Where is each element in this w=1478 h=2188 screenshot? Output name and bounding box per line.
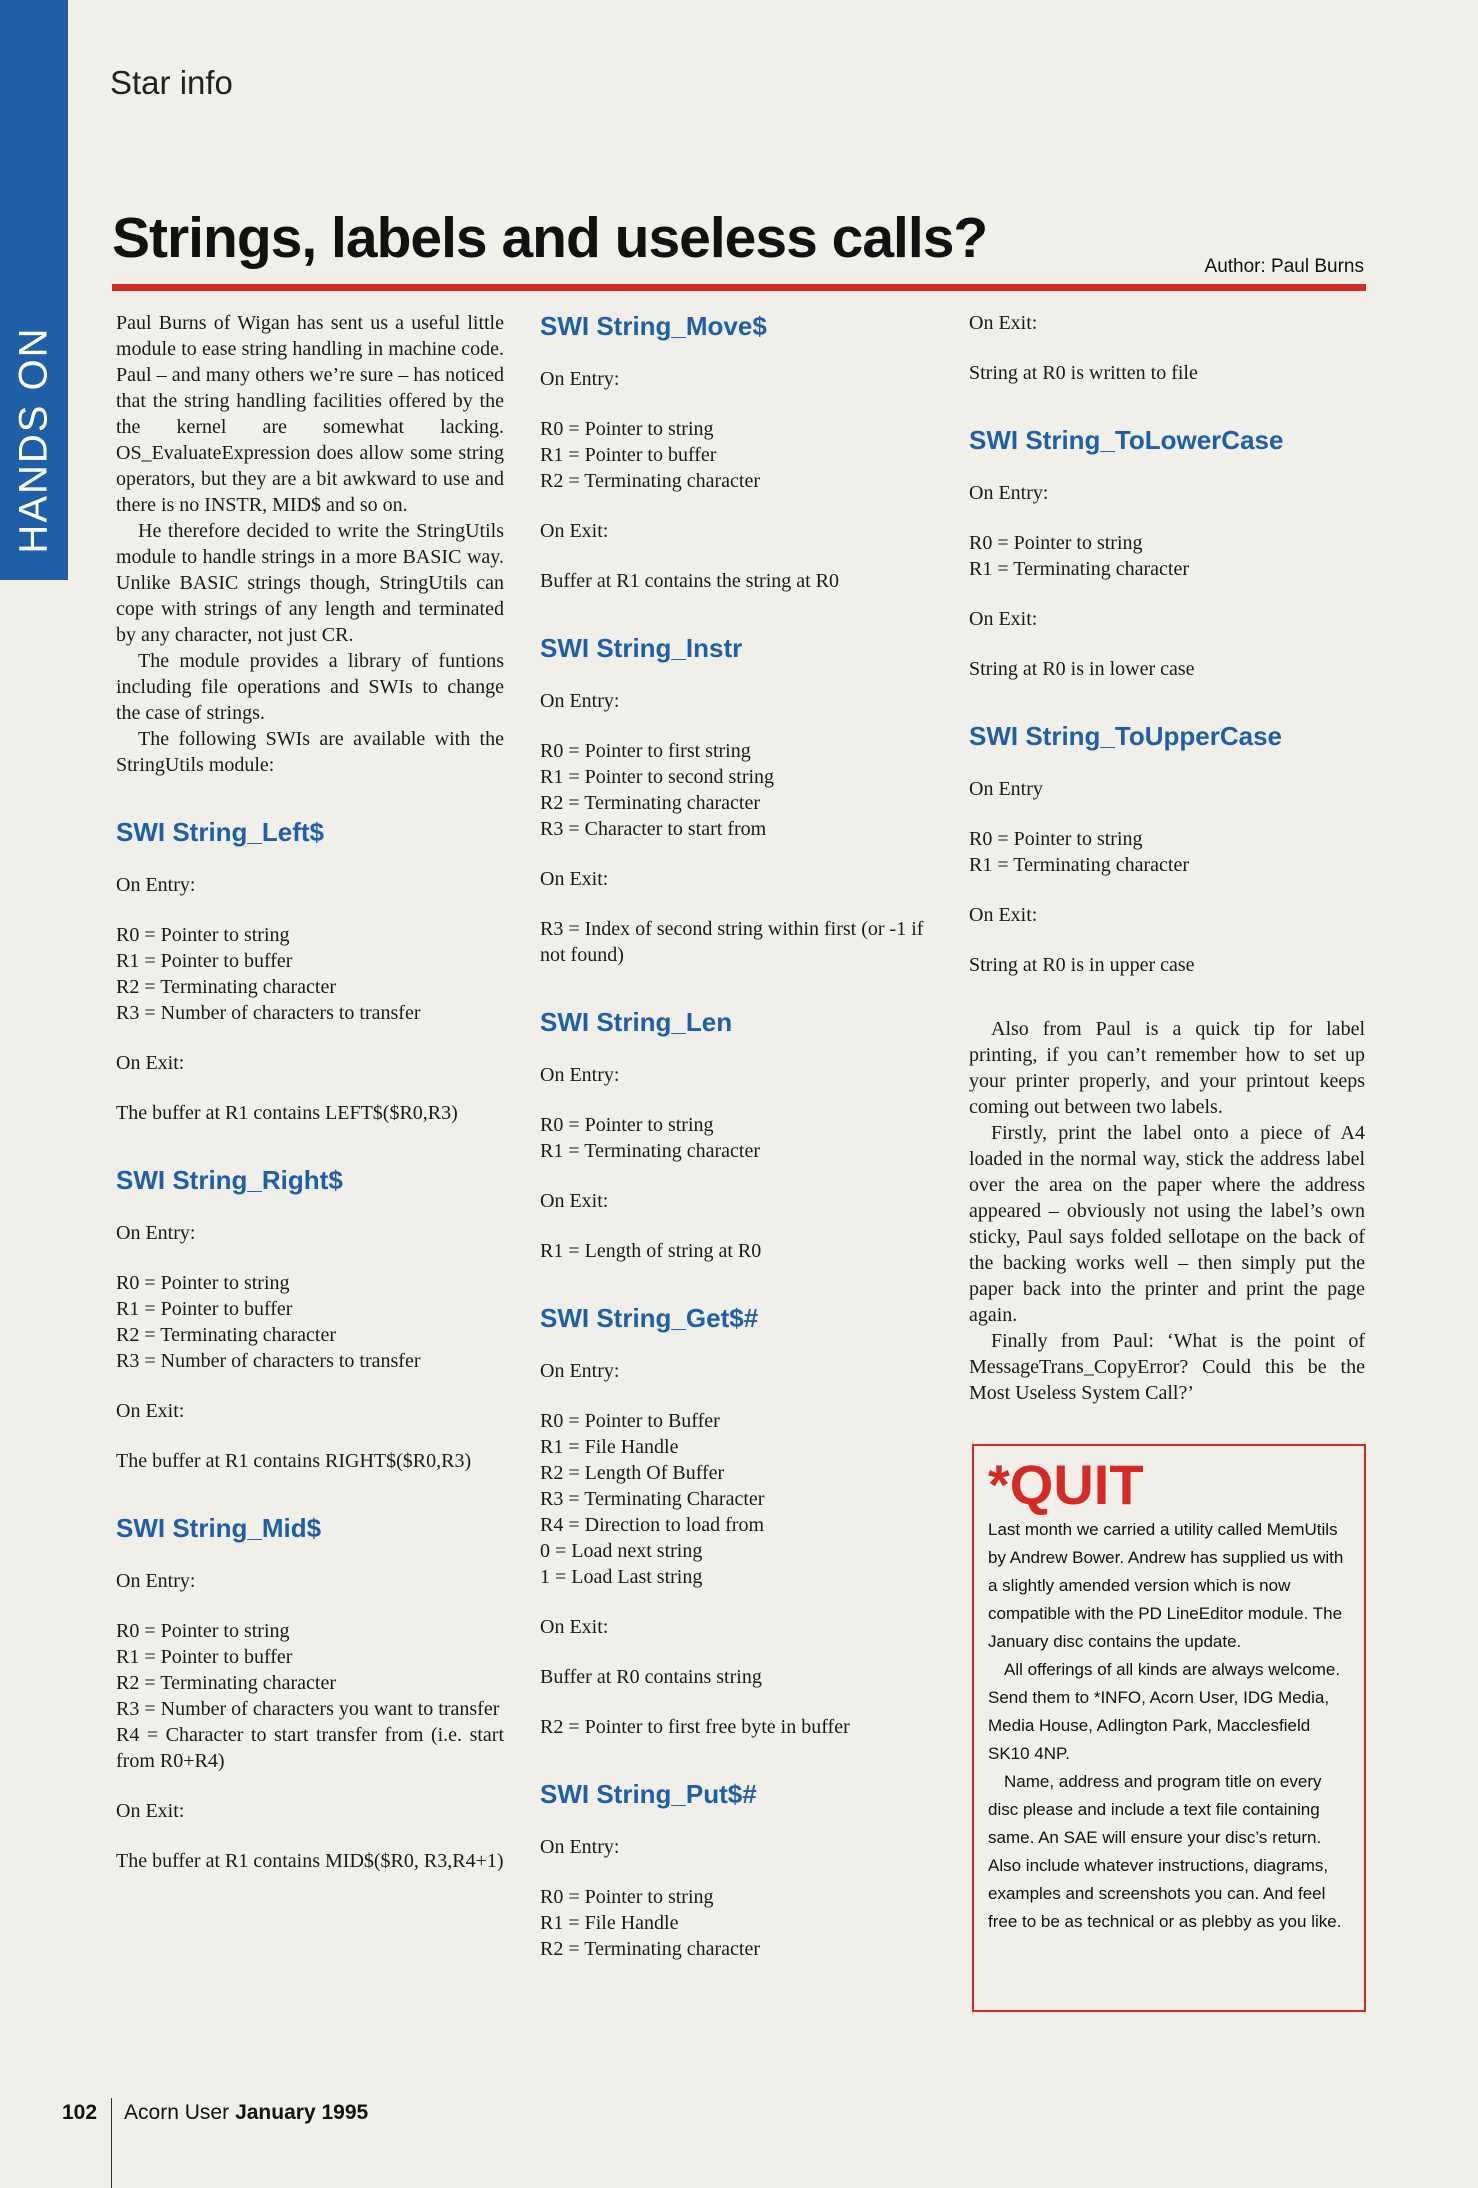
swi-block-lower (969, 424, 1365, 682)
register-line: R0 = Pointer to string (540, 1114, 714, 1136)
register-list (540, 1112, 930, 1164)
register-line: R0 = Pointer to string (540, 418, 714, 440)
register-line: 1 = Load Last string (540, 1566, 703, 1588)
swi-heading: SWI String_ToUpperCase (969, 721, 1283, 751)
section-tab-label: HANDS ON (11, 326, 56, 554)
swi-heading: SWI String_ToLowerCase (969, 425, 1284, 455)
register-line: R2 = Length Of Buffer (540, 1462, 725, 1484)
swi-block-instr (540, 632, 930, 968)
register-line: R2 = Terminating character (116, 976, 336, 998)
register-line: R1 = File Handle (540, 1912, 679, 1934)
intro-paragraph: The following SWIs are available with the StringUtils module: (116, 728, 504, 776)
publication-name: Acorn User (124, 2101, 230, 2124)
on-exit-label: On Exit: (540, 1616, 609, 1638)
register-line: R1 = Pointer to buffer (116, 1298, 293, 1320)
exit-result: The buffer at R1 contains LEFT$($R0,R3) (116, 1102, 458, 1124)
swi-heading: SWI String_Left$ (116, 817, 325, 847)
footer-divider (111, 2098, 112, 2188)
exit-result: The buffer at R1 contains MID$($R0, R3,R4+1) (116, 1850, 504, 1872)
intro-paragraph: The module provides a library of funtions including file operations and SWIs to change the case of strings. (116, 650, 504, 724)
on-exit-label: On Exit: (969, 904, 1038, 926)
swi-block-put (540, 1778, 930, 1962)
register-list (116, 1270, 504, 1374)
section-tab (0, 0, 68, 580)
register-line: R2 = Terminating character (116, 1672, 336, 1694)
on-entry-label: On Entry: (540, 368, 620, 390)
swi-block-right (116, 1164, 504, 1474)
exit-result: String at R0 is in upper case (969, 954, 1195, 976)
register-line: R1 = Terminating character (969, 854, 1189, 876)
swi-heading: SWI String_Instr (540, 633, 743, 663)
section-label: Star info (110, 64, 233, 101)
on-exit-label: On Exit: (116, 1800, 185, 1822)
swi-heading: SWI String_Right$ (116, 1165, 343, 1195)
outro-paragraph: Finally from Paul: ‘What is the point of MessageTrans_CopyError? Could this be the Most Useless System Call?’ (969, 1330, 1365, 1404)
swi-heading: SWI String_Mid$ (116, 1513, 322, 1543)
register-list (116, 1618, 504, 1774)
exit-result: R1 = Length of string at R0 (540, 1240, 762, 1262)
quit-title: *QUIT (988, 1453, 1144, 1516)
register-line: R2 = Terminating character (540, 470, 760, 492)
register-line: R2 = Terminating character (540, 1938, 760, 1960)
register-line: R0 = Pointer to string (969, 532, 1143, 554)
register-line: 0 = Load next string (540, 1540, 703, 1562)
swi-heading: SWI String_Len (540, 1007, 733, 1037)
on-exit-label: On Exit: (116, 1400, 185, 1422)
article-author: Author: Paul Burns (1204, 256, 1364, 277)
intro-paragraph: He therefore decided to write the StringUtils module to handle strings in a more BASIC way. Unlike BASIC strings though, StringUtils can cope with strings of any length and terminated by any character, not just CR. (116, 520, 504, 646)
swi-block-left (116, 816, 504, 1126)
on-exit-label: On Exit: (116, 1052, 185, 1074)
on-entry-label: On Entry (969, 778, 1043, 800)
register-line: R3 = Number of characters to transfer (116, 1002, 421, 1024)
register-list (969, 826, 1365, 878)
swi-block-upper (969, 720, 1365, 978)
register-list (116, 922, 504, 1026)
quit-paragraph: Last month we carried a utility called MemUtils by Andrew Bower. Andrew has supplied us with a slightly amended version which is now compatible with the PD LineEditor module. The January disc contains the update. (988, 1520, 1344, 1651)
register-line: R3 = Number of characters you want to transfer (116, 1698, 500, 1720)
exit-result: Buffer at R1 contains the string at R0 (540, 570, 840, 592)
outro-paragraph: Firstly, print the label onto a piece of A4 loaded in the normal way, stick the address label over the area on the paper where the address appeared – obviously not using the label’s own sticky, Paul says folded sellotape on the back of the backing works well – then simply put the paper back into the printer and print the page again. (969, 1122, 1365, 1326)
register-line: R4 = Direction to load from (540, 1514, 765, 1536)
register-line: R0 = Pointer to string (116, 1620, 290, 1642)
register-line: R1 = File Handle (540, 1436, 679, 1458)
on-exit-label: On Exit: (969, 608, 1038, 630)
register-line: R3 = Terminating Character (540, 1488, 765, 1510)
register-line: R1 = Pointer to buffer (540, 444, 717, 466)
quit-body (988, 1516, 1350, 1936)
register-list (540, 1408, 930, 1590)
exit-result: R2 = Pointer to first free byte in buffer (540, 1716, 850, 1738)
register-list (540, 738, 930, 842)
on-entry-label: On Entry: (116, 874, 196, 896)
register-list (540, 416, 930, 494)
on-exit-label: On Exit: (540, 1190, 609, 1212)
register-line: R3 = Number of characters to transfer (116, 1350, 421, 1372)
on-entry-label: On Entry: (116, 1222, 196, 1244)
exit-result: The buffer at R1 contains RIGHT$($R0,R3) (116, 1450, 472, 1472)
register-line: R1 = Pointer to second string (540, 766, 775, 788)
outro-paragraph: Also from Paul is a quick tip for label printing, if you can’t remember how to set up your printer properly, and your printout keeps coming out between two labels. (969, 1018, 1365, 1118)
register-line: R2 = Terminating character (540, 792, 760, 814)
on-entry-label: On Entry: (969, 482, 1049, 504)
register-list (540, 1884, 930, 1962)
article-title: Strings, labels and useless calls? (112, 206, 988, 270)
register-line: R0 = Pointer to Buffer (540, 1410, 720, 1432)
exit-result: Buffer at R0 contains string (540, 1666, 762, 1688)
on-entry-label: On Entry: (540, 690, 620, 712)
on-exit-label: On Exit: (540, 868, 609, 890)
register-line: R1 = Terminating character (969, 558, 1189, 580)
swi-heading: SWI String_Move$ (540, 311, 767, 341)
register-line: R0 = Pointer to string (969, 828, 1143, 850)
register-line: R4 = Character to start transfer from (i.e. start from R0+R4) (116, 1724, 504, 1772)
column-3 (969, 310, 1365, 1406)
column-2 (540, 310, 930, 1962)
register-line: R2 = Terminating character (116, 1324, 336, 1346)
on-entry-label: On Entry: (540, 1360, 620, 1382)
issue-date: January 1995 (235, 2101, 369, 2124)
register-line: R0 = Pointer to string (116, 924, 290, 946)
register-line: R0 = Pointer to string (116, 1272, 290, 1294)
register-line: R0 = Pointer to first string (540, 740, 751, 762)
on-entry-label: On Entry: (540, 1836, 620, 1858)
swi-block-put-exit (969, 310, 1365, 386)
swi-heading: SWI String_Get$# (540, 1303, 759, 1333)
exit-result: String at R0 is in lower case (969, 658, 1195, 680)
register-line: R0 = Pointer to string (540, 1886, 714, 1908)
page-footer (62, 2068, 368, 2158)
quit-box (972, 1444, 1366, 2012)
title-rule (112, 284, 1366, 291)
swi-heading: SWI String_Put$# (540, 1779, 757, 1809)
register-line: R3 = Character to start from (540, 818, 767, 840)
exit-result: R3 = Index of second string within first (or -1 if not found) (540, 918, 924, 966)
swi-block-len (540, 1006, 930, 1264)
column-1 (116, 310, 504, 1874)
register-line: R1 = Pointer to buffer (116, 1646, 293, 1668)
swi-block-mid (116, 1512, 504, 1874)
on-entry-label: On Entry: (540, 1064, 620, 1086)
register-line: R1 = Pointer to buffer (116, 950, 293, 972)
on-exit-label: On Exit: (540, 520, 609, 542)
on-entry-label: On Entry: (116, 1570, 196, 1592)
swi-block-get (540, 1302, 930, 1740)
page-number: 102 (62, 2101, 98, 2124)
intro-paragraph: Paul Burns of Wigan has sent us a useful little module to ease string handling in machine code. Paul – and many others we’re sure – has noticed that the string handling facilities offered by the the kernel are somewhat lacking. OS_EvaluateExpression does allow some string operators, but they are a bit awkward to use and there is no INSTR, MID$ and so on. (116, 312, 504, 516)
quit-paragraph: All offerings of all kinds are always welcome. Send them to *INFO, Acorn User, IDG Media, Media House, Adlington Park, Macclesfield SK10 4NP. (988, 1660, 1341, 1763)
exit-result: String at R0 is written to file (969, 362, 1198, 384)
register-line: R1 = Terminating character (540, 1140, 760, 1162)
swi-block-move (540, 310, 930, 594)
register-list (969, 530, 1365, 582)
on-exit-label: On Exit: (969, 312, 1038, 334)
quit-paragraph: Name, address and program title on every disc please and include a text file containing same. An SAE will ensure your disc’s return. Also include whatever instructions, diagrams, examples and screenshots you can. And feel free to be as technical or as plebby as you like. (988, 1772, 1342, 1931)
